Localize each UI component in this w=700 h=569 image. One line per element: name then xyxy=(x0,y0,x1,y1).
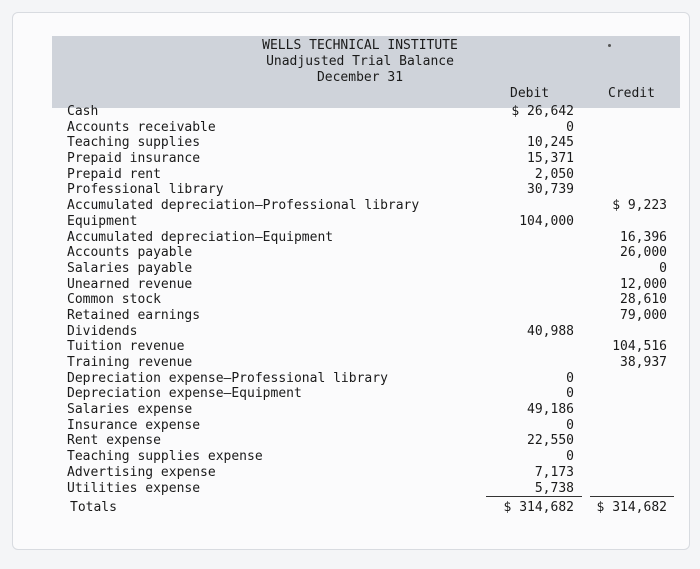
row-debit: 49,186 xyxy=(527,402,574,418)
row-label: Professional library xyxy=(67,182,224,198)
row-label: Depreciation expense–Equipment xyxy=(67,386,302,402)
table-row xyxy=(0,402,700,418)
row-label: Retained earnings xyxy=(67,307,201,323)
row-label: Common stock xyxy=(67,292,161,308)
row-label: Teaching supplies expense xyxy=(67,449,263,465)
table-row xyxy=(0,245,700,261)
company-name: WELLS TECHNICAL INSTITUTE xyxy=(262,38,458,53)
row-credit: $ 9,223 xyxy=(612,198,667,214)
row-credit: 16,396 xyxy=(620,229,667,245)
table-row xyxy=(0,120,700,136)
row-label: Depreciation expense–Professional library xyxy=(67,370,388,386)
table-row xyxy=(0,277,700,293)
row-credit: 28,610 xyxy=(620,292,667,308)
totals-label: Totals xyxy=(70,500,117,515)
statement-date: December 31 xyxy=(316,70,404,85)
row-label: Tuition revenue xyxy=(67,339,185,355)
table-row xyxy=(0,371,700,387)
row-label: Accounts receivable xyxy=(67,119,216,135)
table-row xyxy=(0,339,700,355)
row-label: Equipment xyxy=(67,213,138,229)
table-row xyxy=(0,182,700,198)
table-row xyxy=(0,481,700,497)
row-label: Cash xyxy=(67,104,99,119)
row-label: Accounts payable xyxy=(67,245,193,261)
totals-credit: $ 314,682 xyxy=(596,500,667,515)
account-rows xyxy=(0,104,700,496)
decorative-dot xyxy=(608,44,611,47)
row-credit: 79,000 xyxy=(620,307,667,323)
row-label: Unearned revenue xyxy=(67,276,193,292)
row-label: Rent expense xyxy=(67,433,161,449)
debit-total-rule xyxy=(486,496,582,497)
table-row xyxy=(0,355,700,371)
credit-total-rule xyxy=(590,496,674,497)
row-debit: $ 26,642 xyxy=(511,104,574,119)
title-block xyxy=(210,38,510,86)
row-label: Prepaid rent xyxy=(67,166,161,182)
row-credit: 0 xyxy=(659,260,667,276)
row-debit: 30,739 xyxy=(527,182,574,198)
row-label: Advertising expense xyxy=(67,464,216,480)
row-debit: 10,245 xyxy=(527,135,574,151)
row-label: Insurance expense xyxy=(67,417,201,433)
table-row xyxy=(0,433,700,449)
row-debit: 22,550 xyxy=(527,433,574,449)
table-row xyxy=(0,104,700,120)
row-debit: 40,988 xyxy=(527,323,574,339)
table-row xyxy=(0,230,700,246)
table-row xyxy=(0,214,700,230)
row-credit: 38,937 xyxy=(620,355,667,370)
table-row xyxy=(0,465,700,481)
row-label: Utilities expense xyxy=(67,480,201,496)
row-debit: 15,371 xyxy=(527,151,574,167)
table-row xyxy=(0,151,700,167)
row-debit: 2,050 xyxy=(534,166,574,182)
row-credit: 26,000 xyxy=(620,245,667,261)
row-credit: 12,000 xyxy=(620,276,667,292)
table-row xyxy=(0,324,700,340)
row-credit: 104,516 xyxy=(612,339,667,355)
row-label: Salaries expense xyxy=(67,402,193,418)
table-row xyxy=(0,386,700,402)
row-label: Training revenue xyxy=(67,355,193,370)
row-debit: 0 xyxy=(566,119,574,135)
row-debit: 0 xyxy=(566,449,574,465)
table-row xyxy=(0,292,700,308)
row-debit: 7,173 xyxy=(534,464,574,480)
row-label: Prepaid insurance xyxy=(67,151,201,167)
row-label: Teaching supplies xyxy=(67,135,201,151)
row-debit: 104,000 xyxy=(519,213,574,229)
row-label: Accumulated depreciation–Equipment xyxy=(67,229,334,245)
row-debit: 0 xyxy=(566,386,574,402)
table-row xyxy=(0,308,700,324)
debit-column-header: Debit xyxy=(510,86,550,101)
table-row xyxy=(0,198,700,214)
row-debit: 0 xyxy=(566,370,574,386)
row-debit: 0 xyxy=(566,417,574,433)
table-row xyxy=(0,167,700,183)
row-label: Salaries payable xyxy=(67,260,193,276)
table-row xyxy=(0,261,700,277)
row-debit: 5,738 xyxy=(534,480,574,496)
credit-column-header: Credit xyxy=(608,86,655,101)
table-row xyxy=(0,135,700,151)
table-row xyxy=(0,449,700,465)
table-row xyxy=(0,418,700,434)
totals-debit: $ 314,682 xyxy=(503,500,574,515)
statement-name: Unadjusted Trial Balance xyxy=(266,54,454,69)
row-label: Dividends xyxy=(67,323,138,339)
row-label: Accumulated depreciation–Professional library xyxy=(67,198,420,214)
